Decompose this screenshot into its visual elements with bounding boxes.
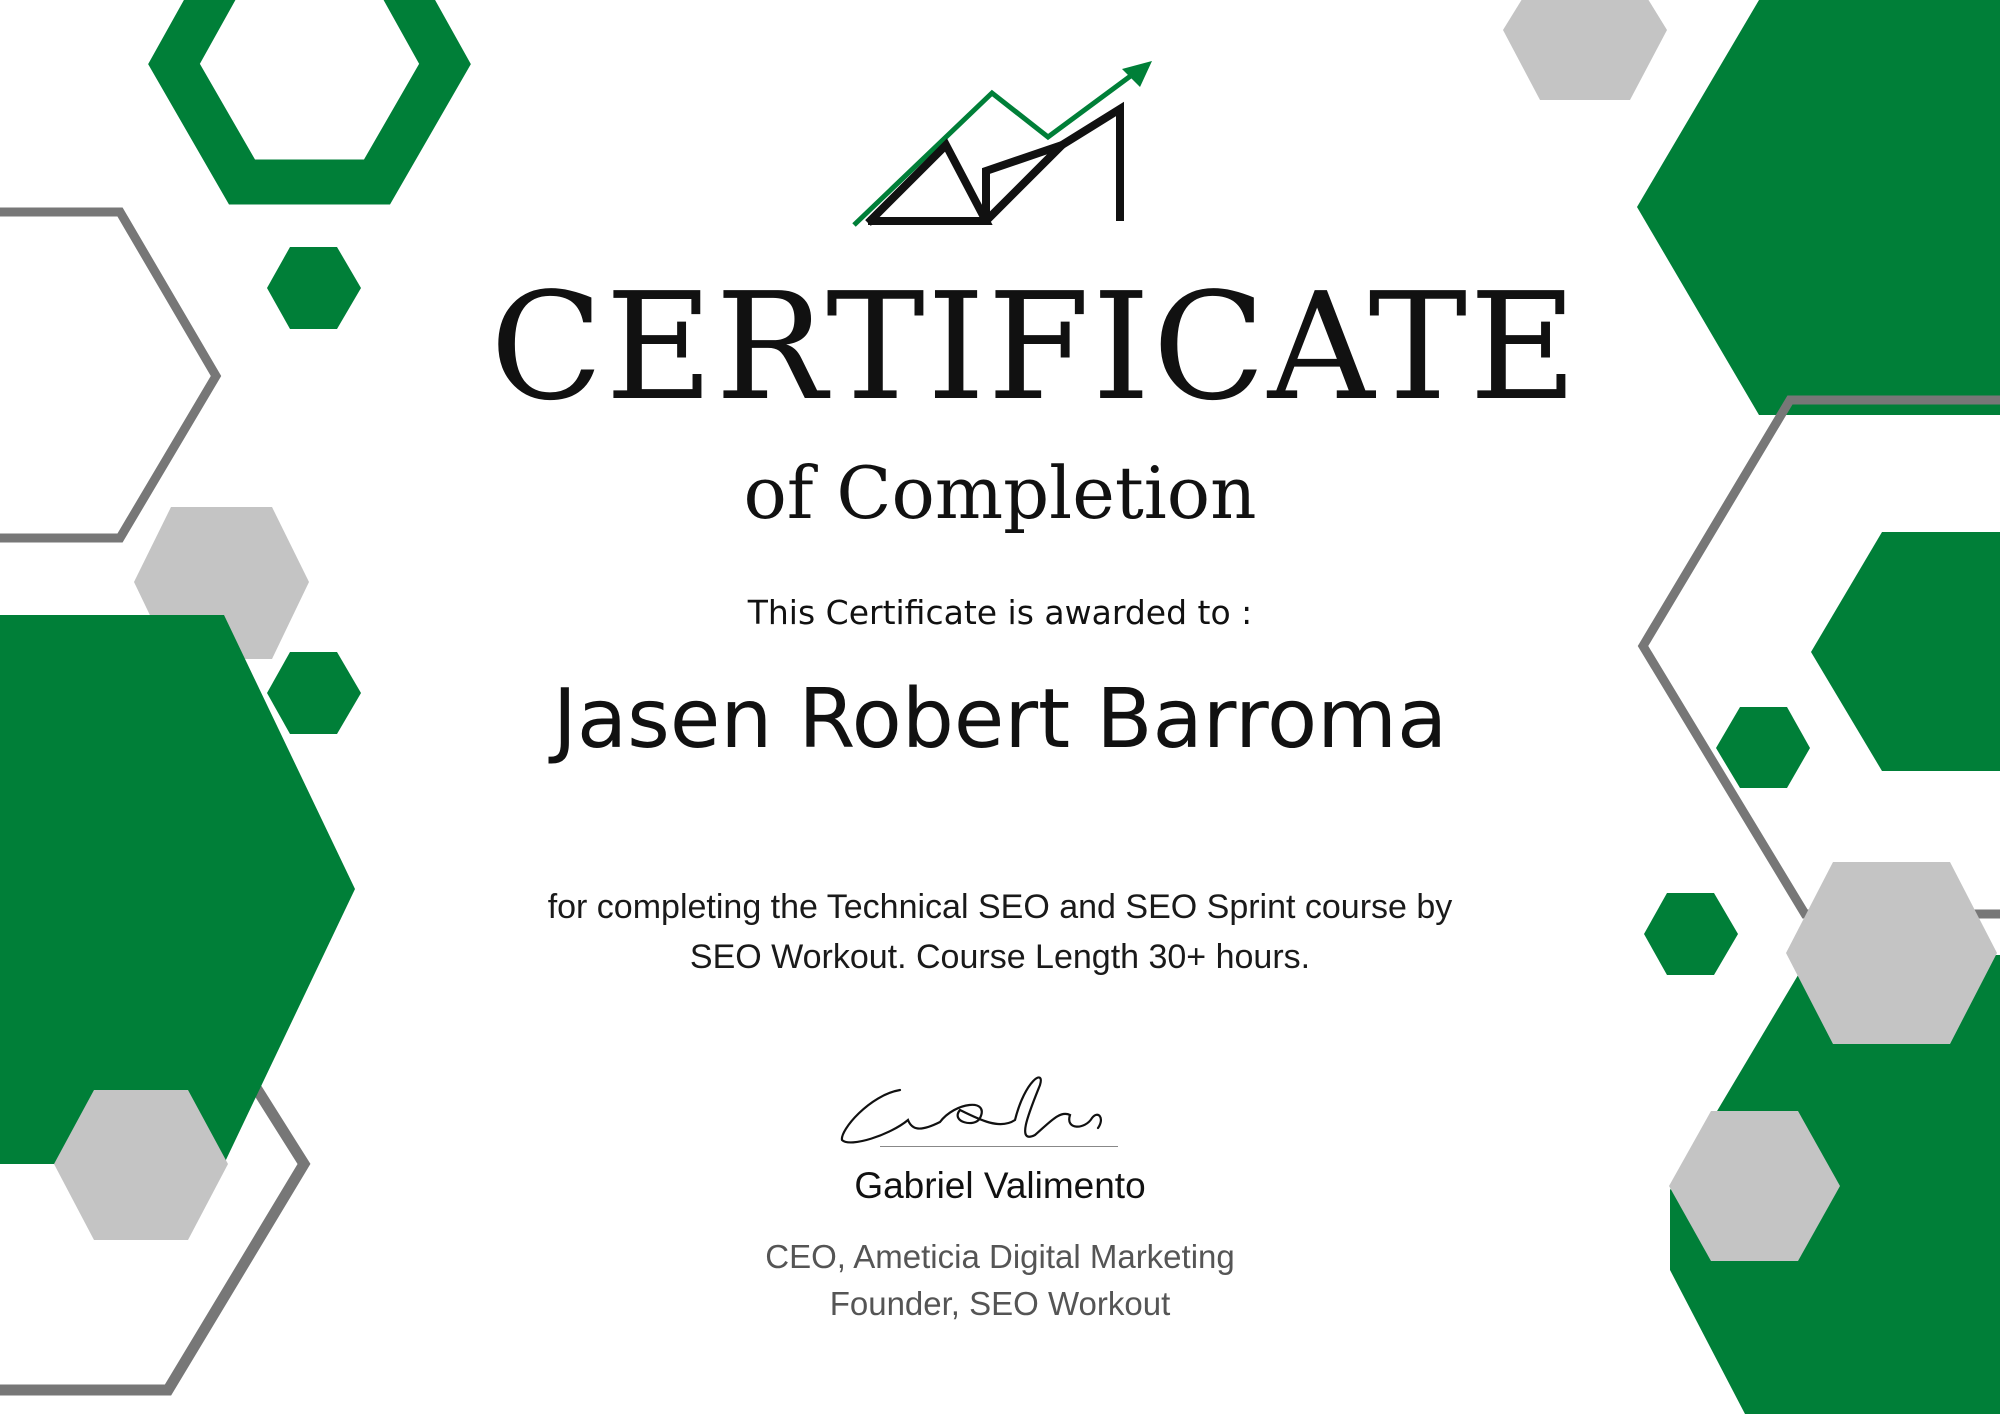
hexagon-ring-green — [1637, 0, 2000, 415]
course-description — [520, 882, 1480, 992]
description-line-2: SEO Workout. Course Length 30+ hours. — [689, 938, 1311, 976]
signer-role: CEO, Ameticia Digital Marketing — [765, 1238, 1235, 1275]
recipient-name: Jasen Robert Barroma — [552, 672, 1448, 767]
growth-arrow-logo-icon — [840, 55, 1160, 235]
hexagon-light-gray — [1503, 0, 1667, 100]
signature-line — [880, 1146, 1118, 1147]
hexagon-small-green — [1716, 707, 1810, 788]
description-line-1: for completing the Technical SEO and SEO Sprint course by — [547, 888, 1453, 926]
certificate-subtitle: of Completion — [743, 451, 1257, 535]
signature-icon — [830, 1060, 1130, 1160]
hexagon-ring-green — [1811, 532, 2000, 771]
hexagon-outline-green — [174, 0, 445, 182]
hexagon-small-green — [267, 247, 361, 329]
hexagon-small-green — [267, 652, 361, 734]
signer-role-secondary: Founder, SEO Workout — [829, 1285, 1171, 1322]
signer-name: Gabriel Valimento — [854, 1165, 1146, 1206]
hexagon-small-green — [1644, 893, 1738, 975]
certificate-title: CERTIFICATE — [490, 261, 1580, 433]
hexagon-outline-gray — [0, 212, 216, 538]
awarded-label: This Certificate is awarded to : — [747, 593, 1253, 632]
